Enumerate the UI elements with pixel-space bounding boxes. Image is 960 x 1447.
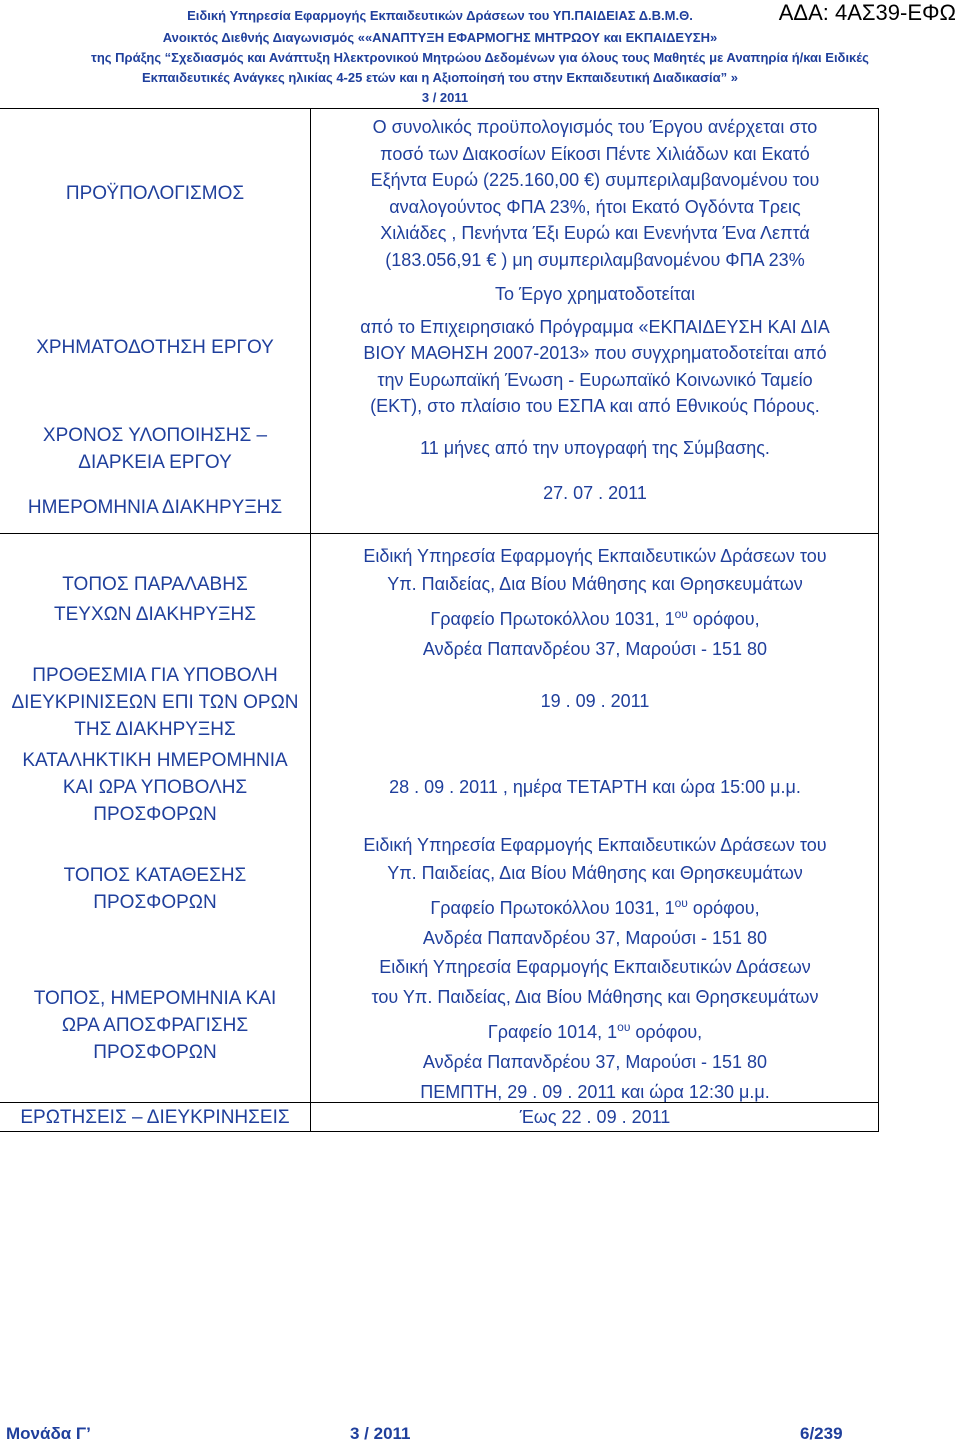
receipt-office: Γραφείο Πρωτοκόλλου 1031, 1 (430, 609, 675, 629)
budget-line: ποσό των Διακοσίων Είκοσι Πέντε Χιλιάδων και Εκατό (380, 143, 810, 164)
receipt-floor: ορόφου, (687, 609, 760, 629)
footer-unit: Μονάδα Γ’ (6, 1424, 91, 1443)
value-opening (312, 952, 878, 1107)
table-column-divider (310, 108, 311, 1132)
funding-line: από το Επιχειρησιακό Πρόγραμμα «ΕΚΠΑΙΔΕΥΣΗ ΚΑΙ ΔΙΑ (360, 316, 830, 337)
budget-line: αναλογούντος ΦΠΑ 23%, ήτοι Εκατό Ογδόντα Τρεις (389, 196, 801, 217)
opening-office: Γραφείο 1014, 1 (487, 1022, 618, 1042)
opening-ordinal: ου (617, 1020, 631, 1034)
value-submission-place (312, 831, 878, 952)
subpl-line: Ανδρέα Παπανδρέου 37, Μαρούσι - 151 80 (422, 928, 768, 948)
subpl-office-line (312, 889, 878, 922)
table-bottom-border (0, 1131, 879, 1132)
label-subdl-line: ΚΑΙ ΩΡΑ ΥΠΟΒΟΛΗΣ (62, 777, 248, 798)
budget-line: Εξήντα Ευρώ (225.160,00 €) συμπεριλαμβανομένου του (370, 170, 820, 190)
section-divider (0, 533, 879, 534)
label-announce-date: ΗΜΕΡΟΜΗΝΙΑ ΔΙΑΚΗΡΥΞΗΣ (27, 497, 283, 518)
budget-line: (183.056,91 € ) μη συμπεριλαμβανομένου ΦΠΑ 23% (385, 249, 805, 270)
opening-line: Ειδική Υπηρεσία Εφαρμογής Εκπαιδευτικών Δράσεων (379, 957, 811, 977)
header-line-5: 3 / 2011 (421, 90, 469, 105)
opening-office-line (312, 1012, 878, 1047)
footer-doc-number: 3 / 2011 (350, 1424, 411, 1443)
value-questions: Έως 22 . 09 . 2011 (519, 1107, 671, 1127)
header-line-3: της Πράξης “Σχεδιασμός και Ανάπτυξη Ηλεκτρονικού Μητρώου Δεδομένων για όλους τους Μαθητές με Αναπηρία ή/και Ειδικές (91, 50, 869, 65)
label-opening (0, 985, 310, 1066)
label-subpl-line: ΤΟΠΟΣ ΚΑΤΑΘΕΣΗΣ (63, 865, 247, 886)
label-clarif-line: ΔΙΕΥΚΡΙΝΙΣΕΩΝ ΕΠΙ ΤΩΝ ΟΡΩΝ (11, 692, 299, 713)
funding-line: την Ευρωπαϊκή Ένωση - Ευρωπαϊκό Κοινωνικό Ταμείο (377, 369, 813, 390)
subpl-line: Υπ. Παιδείας, Δια Βίου Μάθησης και Θρησκευμάτων (387, 863, 803, 883)
label-duration-line: ΧΡΟΝΟΣ ΥΛΟΠΟΙΗΣΗΣ – (42, 425, 268, 446)
table-top-border (0, 108, 878, 109)
label-funding: ΧΡΗΜΑΤΟΔΟΤΗΣΗ ΕΡΓΟΥ (36, 337, 274, 358)
subpl-floor: ορόφου, (687, 898, 760, 918)
label-budget: ΠΡΟΫΠΟΛΟΓΙΣΜΟΣ (65, 183, 245, 204)
funding-line: ΒΙΟΥ ΜΑΘΗΣΗ 2007-2013» που συγχρηματοδοτείται από (363, 343, 827, 363)
ada-code: ΑΔΑ: 4ΑΣ39-ΕΦΩ (778, 0, 956, 25)
opening-line: Ανδρέα Παπανδρέου 37, Μαρούσι - 151 80 (422, 1052, 768, 1072)
receipt-ordinal: ου (674, 607, 688, 621)
funding-line: Το Έργο χρηματοδοτείται (495, 284, 695, 304)
table-right-border (878, 108, 879, 1132)
label-receipt-place (0, 570, 310, 630)
subpl-ordinal: ου (674, 896, 688, 910)
receipt-office-line (312, 600, 878, 633)
label-subdl-line: ΚΑΤΑΛΗΚΤΙΚΗ ΗΜΕΡΟΜΗΝΙΑ (22, 750, 288, 771)
receipt-line: Ανδρέα Παπανδρέου 37, Μαρούσι - 151 80 (422, 639, 768, 659)
label-clarif-line: ΠΡΟΘΕΣΜΙΑ ΓΙΑ ΥΠΟΒΟΛΗ (32, 665, 278, 686)
label-receipt-line: ΤΟΠΟΣ ΠΑΡΑΛΑΒΗΣ (62, 574, 248, 595)
label-opening-line: ΩΡΑ ΑΠΟΣΦΡΑΓΙΣΗΣ (61, 1015, 249, 1036)
label-opening-line: ΤΟΠΟΣ, ΗΜΕΡΟΜΗΝΙΑ ΚΑΙ (33, 988, 277, 1009)
subpl-office: Γραφείο Πρωτοκόλλου 1031, 1 (430, 898, 675, 918)
footer-page-number: 6/239 (800, 1424, 843, 1443)
value-announce-date: 27. 07 . 2011 (543, 483, 647, 503)
receipt-line: Υπ. Παιδείας, Δια Βίου Μάθησης και Θρησκευμάτων (387, 574, 803, 594)
header-line-4: Εκπαιδευτικές Ανάγκες ηλικίας 4-25 ετών και η Αξιοποίησή του στην Εκπαιδευτική Διαδικασία” » (142, 70, 738, 85)
opening-datetime: ΠΕΜΠΤΗ, 29 . 09 . 2011 και ώρα 12:30 μ.μ. (420, 1082, 770, 1102)
funding-line: (ΕΚΤ), στο πλαίσιο του ΕΣΠΑ και από Εθνικούς Πόρους. (370, 396, 820, 416)
value-funding (312, 281, 878, 420)
value-receipt-place (312, 542, 878, 663)
label-subpl-line: ΠΡΟΣΦΟΡΩΝ (93, 892, 217, 913)
opening-line: του Υπ. Παιδείας, Δια Βίου Μάθησης και Θρησκευμάτων (371, 987, 819, 1007)
label-submission-place (0, 862, 310, 916)
section-divider (0, 1102, 879, 1103)
label-receipt-line: ΤΕΥΧΩΝ ΔΙΑΚΗΡΥΞΗΣ (54, 604, 256, 625)
subpl-line: Ειδική Υπηρεσία Εφαρμογής Εκπαιδευτικών Δράσεων του (363, 835, 827, 855)
value-submission-deadline: 28 . 09 . 2011 , ημέρα ΤΕΤΑΡΤΗ και ώρα 15:00 μ.μ. (389, 777, 801, 797)
budget-line: Ο συνολικός προϋπολογισμός του Έργου ανέρχεται στο (372, 117, 818, 137)
label-duration (0, 422, 310, 476)
label-submission-deadline (0, 747, 310, 828)
header-line-1: Ειδική Υπηρεσία Εφαρμογής Εκπαιδευτικών Δράσεων του ΥΠ.ΠΑΙΔΕΙΑΣ Δ.Β.Μ.Θ. (187, 8, 693, 23)
budget-line: Χιλιάδες , Πενήντα Έξι Ευρώ και Ενενήντα Ένα Λεπτά (380, 223, 810, 243)
receipt-line: Ειδική Υπηρεσία Εφαρμογής Εκπαιδευτικών Δράσεων του (363, 546, 827, 566)
header-line-2: Ανοικτός Διεθνής Διαγωνισμός ««ΑΝΑΠΤΥΞΗ ΕΦΑΡΜΟΓΗΣ ΜΗΤΡΩΟΥ και ΕΚΠΑΙΔΕΥΣΗ» (162, 30, 718, 45)
opening-floor: ορόφου, (630, 1022, 703, 1042)
label-duration-line: ΔΙΑΡΚΕΙΑ ΕΡΓΟΥ (78, 452, 232, 473)
value-clarifications-deadline: 19 . 09 . 2011 (540, 691, 650, 711)
label-opening-line: ΠΡΟΣΦΟΡΩΝ (93, 1042, 217, 1063)
label-clarif-line: ΤΗΣ ΔΙΑΚΗΡΥΞΗΣ (74, 719, 236, 740)
value-duration: 11 μήνες από την υπογραφή της Σύμβασης. (420, 438, 770, 458)
value-budget (312, 114, 878, 273)
label-clarifications-deadline (0, 662, 310, 743)
label-subdl-line: ΠΡΟΣΦΟΡΩΝ (93, 804, 217, 825)
label-questions: ΕΡΩΤΗΣΕΙΣ – ΔΙΕΥΚΡΙΝΗΣΕΙΣ (20, 1107, 290, 1128)
